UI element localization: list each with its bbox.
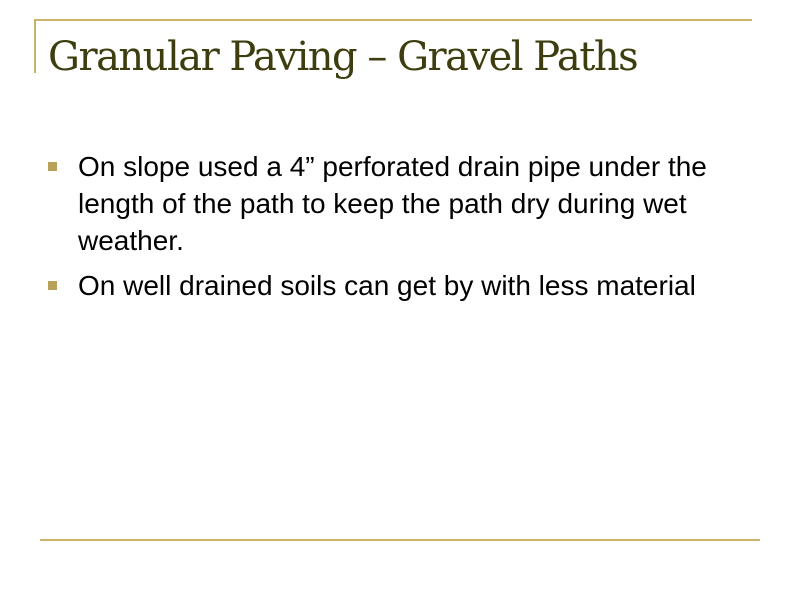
- left-rule: [34, 19, 36, 73]
- top-rule: [34, 19, 752, 21]
- square-bullet-icon: [48, 162, 57, 171]
- slide-title: Granular Paving – Gravel Paths: [48, 34, 638, 80]
- square-bullet-icon: [48, 281, 57, 290]
- bullet-text: On well drained soils can get by with less material: [78, 270, 696, 301]
- bottom-rule: [40, 539, 760, 541]
- bullet-text: On slope used a 4” perforated drain pipe under the length of the path to keep the path dry during wet weather.: [78, 151, 707, 256]
- bullet-list: [48, 148, 748, 312]
- bullet-item: [48, 148, 748, 259]
- bullet-item: [48, 267, 748, 304]
